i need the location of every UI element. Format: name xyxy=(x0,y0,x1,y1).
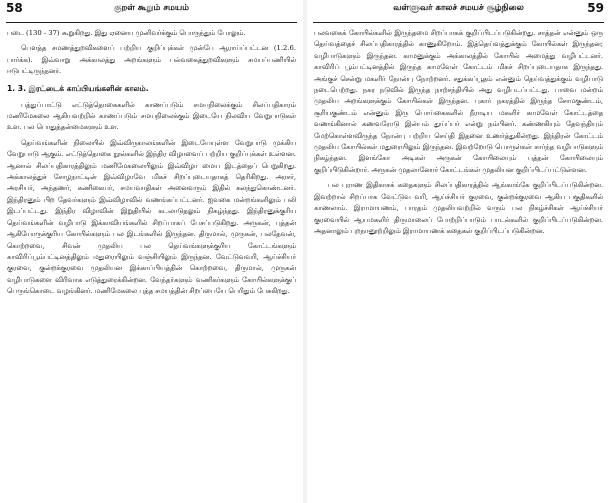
right-page-body xyxy=(307,23,610,237)
left-intro-paragraph: படை (130 - 37) கூறுகிறது. இது ஏனைய முனிவர்க்கும் பொருந்தும் போலும். xyxy=(7,29,246,37)
right-page-number: 59 xyxy=(587,1,604,15)
left-page-number: 58 xyxy=(6,1,23,15)
left-page xyxy=(0,0,303,503)
left-paragraph-1: பௌத்த சமணத்துறவிகளைப் பற்றிய குறிப்புக்கள் முன்பே ஆராய்ப்பட்டன (1.2.6. பார்க்க). இவ்வாறு அக்காலத்து அறங்களும் பல்வகைத்துறவிகளும் சமயப்பணியில் ஈடுபட்டிருந்தனர். xyxy=(7,44,296,76)
right-paragraph-1: பலவகைக் கோயில்களில் இருந்தமை சிறப்பாகக் குறிப்பிடப்படுகின்றது. சாத்தன் என்னும் ஒரு தெய்வத்தைச் சிலப்பதிகாரத்தில் காணுகிறோம். இத்தெய்வத்துக்கும் கோயில்கள் இருந்தன; வழிபாடுகளும் இருந்தன. காமனுக்கும் அக்காலத்தில் கோயில் அமைத்து வழிபட்டனர். காவிரிப் பூம்பட்டினத்தில் இருந்த காமவேள் கோட்டம் மிகச் சிறப்புடையதாக இருந்தது. அங்குச் சென்று மகளிர் நோன்பு நோற்றனர். சதுக்கப்பூதம் என்னும் தெய்வத்துக்கும் வழிபாடு நடைபெற்றது. நகர நடுவில் இருந்த நாற்சந்தியில் அது வழிபடப்பட்டது. பாவை மன்றம் முதலிய அறங்களுக்கும் கோயில்கள் இருந்தன. புகார் நகரத்தில் இருந்த சோமகுண்டம், சூரியகுண்டம் என்னும் இரு பொய்கைகளில் நீராடிய மகளிர் காமவேள் கோட்டத்தை வணங்கினால் கணவரோடு இன்பம் துய்ப்பர் என்று நம்பினர். கண்ணகியும் தேவந்தியும் மேற்கொள்ளவிருந்த நோன்பு பற்றிய செய்தி இதனை உணர்த்துகின்றது. இந்திரன் கோட்டம் முதலிய கோயில்கள் மதுரையிலும் இருந்தன. இவற்றோடு பொருள்கள் சார்ந்த வழிபாடுகளும் நிகழ்ந்தன. இளங்கோ அடிகள் அருகன் கோயிலையும் புத்தன் கோயிலையும் குறிப்பிடுகின்றார். அருகன் முதலானோர் கோட்டங்கள் முதலியன குறிப்பிடப்பட்டுள்ளன. xyxy=(314,29,603,174)
right-page-header xyxy=(313,0,604,23)
left-paragraph-3: தெய்வங்களின் நிலையில் இவ்விருகாலங்களின் இடையேயுள்ள வேறுபாடு முக்கிய வேறுபாடு ஆகும். எட்டுத்தொகை நூல்களில் இந்திர விழாவைப் பற்றிய குறிப்புக்கள் உள்ளன. ஆனால் சிலப்பதிகாரத்திலும் மணிமேகலையிலும் இவ்விழா மைய இடத்தைப் பெறுகிறது. அக்காலத்துச் சோழநாட்டின் இவ்விழாவே மிகச் சிறப்புடையதாகத் தெரிகிறது. அரசர், அரசியர், அந்தணர், கணிகையர், சமயவாதிகள் அனைவரும் இதில் கலந்துகொண்டனர். இந்திரனும் பிற தேவர்களும் இவ்விழாவில் வணங்கப்பட்டனர். ஐவகை மன்றங்களிலும் பலி இடப்பட்டது. இந்திர விழாவின் இறுதியில் கடலாடுதலும் நிகழ்ந்தது. இந்திரனுக்குரிய தெய்வங்களின் வழிபாடு இக்காவியங்களில் சிறப்பாகப் பேசப்படுகிறது. அருகன், புத்தன் ஆகியோருக்குரிய கோயில்களும் பல இடங்களில் இருந்தன. திருமால், முருகன், பலதேவன், கொற்றவை, சிவன் முதலிய பல தெய்வங்களுக்குரிய கோட்டங்களும் காவிரிப்பூம்பட்டினத்திலும் மதுரையிலும் வஞ்சியிலும் இருந்தன. வேட்டுவவரி, ஆய்ச்சியர் குரவை, குன்றக்குரவை முதலியன இக்காப்பியத்தின் கொற்றவை, திருமால், முருகன் வழிபாடுகளை விரிவாக எடுத்துரைக்கின்றன. வேந்தர்களும் வணிகர்களும் கோயில்களுக்குப் பெருங்கொடை வழங்கினர். மணிமேகலை புத்த சமயத்தின் சிறப்பையே பெரிதும் பேசுகிறது. xyxy=(7,138,296,296)
left-paragraph-2: பத்துப்பாட்டு எட்டுத்தொகைகளில் காணப்படும் சமயநிலைக்கும் சிலப்பதிகாரம் மணிமேகலை ஆகியவற்றில் காணப்படும் சமயநிலைக்கும் இடையே நிலவிய வேறுபாடுகள் உள. பல பொதுத்தன்மைகளும் உள. xyxy=(7,100,296,132)
right-paragraph-2: பல புராண இதிகாசக் கதைகளும் சிலப்பதிகாரத்தில் ஆங்காங்கே குறிப்பிடப்படுகின்றன. இவற்றால் சிறப்பாக வேட்டுவ வரி, ஆய்ச்சியர் குரவை, குன்றக்குரவை ஆகிய பகுதிகளில் காணலாம். இராமாயணம், பாரதம் முதலியவற்றில் வரும் பல நிகழ்ச்சிகள் ஆய்ச்சியர் குரவையில் ஆயமகளிர் திருமாலைப் போற்றிப்பாடும் பாடல்களில் குறிப்பிடப்படுகின்றன. அதனாலும் புறநானூற்றிலும் இராமாயணக் கதைகள் குறிப்பிடப்படுகின்றன. xyxy=(314,181,603,235)
left-page-header xyxy=(6,0,297,23)
section-heading: 1. 3. இரட்டைக் காப்பியங்களின் காலம். xyxy=(7,83,149,93)
right-page xyxy=(307,0,610,503)
left-page-body xyxy=(0,23,303,298)
left-running-title: குறள் கூறும் சமயம் xyxy=(113,3,190,13)
right-running-title: வள்ளுவர் காலச் சமயச் சூழ்நிலை xyxy=(393,3,524,13)
